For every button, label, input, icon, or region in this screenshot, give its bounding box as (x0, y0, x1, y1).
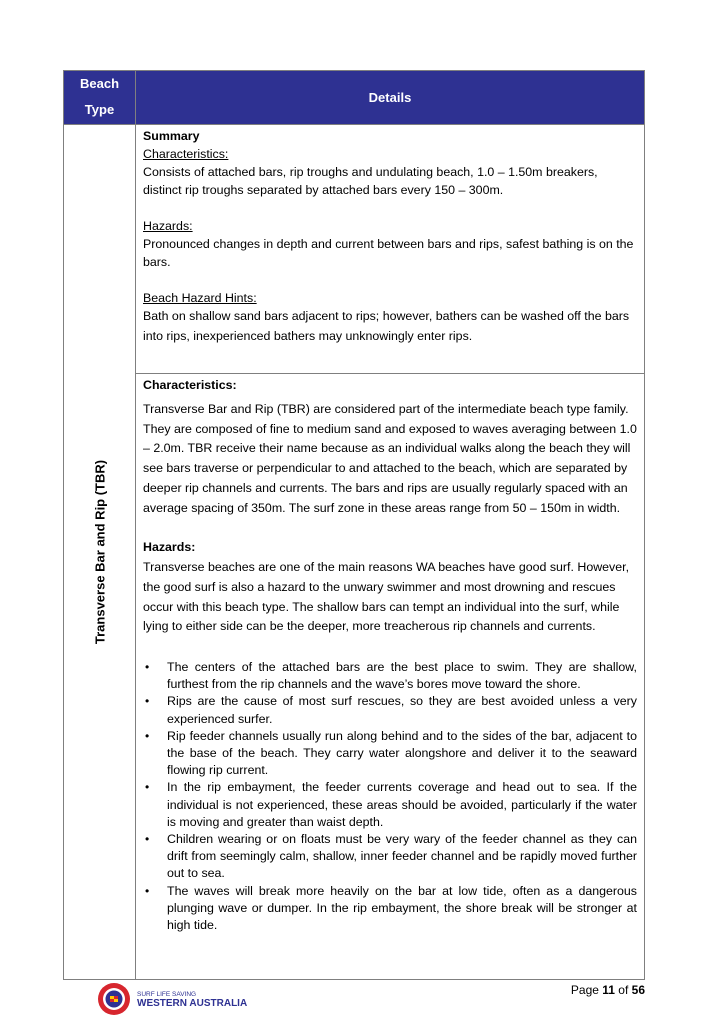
summary-characteristics-heading: Characteristics: (143, 147, 229, 161)
beach-type-label: Transverse Bar and Rip (TBR) (92, 459, 107, 645)
beach-type-cell (64, 125, 136, 980)
detail-row (64, 374, 645, 980)
summary-hints-text: Bath on shallow sand bars adjacent to rips; however, bathers can be washed off the bars into rips, inexperienced bathers may unknowingly enter rips. (143, 309, 630, 343)
summary-title: Summary (143, 129, 200, 143)
list-item: • Rips are the cause of most surf rescues, so they are best avoided unless a very experienced surfer. (145, 694, 637, 726)
list-item: • Children wearing or on floats must be very wary of the feeder channel as they can drift from seemingly calm, shallow, inner feeder channel and be rapidly moved further out to sea. (145, 832, 637, 881)
list-item: • In the rip embayment, the feeder currents coverage and head out to sea. If the individual is not experienced, these areas should be avoided, particularly if the water is moving and greater than waist depth. (145, 780, 637, 829)
detail-cell (136, 374, 645, 980)
list-item: • Rip feeder channels usually run along behind and to the sides of the bar, adjacent to the base of the beach. They carry water alongshore and deliver it to the seaward flowing rip current. (145, 728, 637, 778)
list-item: • The waves will break more heavily on the bar at low tide, often as a dangerous plunging wave or dumper. In the rip embayment, the shore break will be stronger at high tide. (145, 883, 637, 933)
page-number: Page 11 of 56 (570, 983, 645, 997)
summary-cell (136, 125, 645, 374)
summary-characteristics-text: Consists of attached bars, rip troughs and undulating beach, 1.0 – 1.50m breakers, distinct rip troughs separated by attached bars every 150 – 300m. (143, 165, 598, 197)
logo-graphic (97, 982, 247, 1016)
summary-row (64, 125, 645, 374)
header-details: Details (136, 71, 645, 125)
detail-hazards-heading: Hazards: (143, 540, 196, 555)
summary-hints-heading: Beach Hazard Hints: (143, 291, 257, 305)
hazard-bullet-list (143, 659, 637, 934)
header-type-line2: Type (84, 102, 115, 117)
detail-characteristics-text: Transverse Bar and Rip (TBR) are considered part of the intermediate beach type family. They are composed of fine to medium sand and exposed to waves averaging between 1.0 – 2.0m. TBR receive their name because as an individual walks along the beach they will see bars traverse or perpendicular to and attached to the beach, which are separated by deeper rip channels and currents. The bars and rips are usually regularly spaced with an average spacing of 350m. The surf zone in these areas range from 50 – 150m in width. (143, 402, 637, 515)
list-item: • The centers of the attached bars are the best place to swim. They are shallow, furthest from the rip channels and the wave’s bores move toward the shore. (145, 660, 637, 692)
summary-hazards-text: Pronounced changes in depth and current between bars and rips, safest bathing is on the bars. (143, 237, 634, 269)
header-beach-type (64, 71, 136, 125)
header-type-line1: Beach (79, 76, 120, 91)
surf-life-saving-logo (97, 982, 247, 1021)
detail-characteristics-heading: Characteristics: (143, 378, 237, 392)
logo-small-text: SURF LIFE SAVING (137, 991, 197, 998)
logo-big-text: WESTERN AUSTRALIA (137, 998, 247, 1009)
beach-type-table (63, 70, 645, 980)
table-header-row (64, 71, 645, 125)
summary-hazards-heading: Hazards: (143, 219, 193, 233)
detail-hazards-text: Transverse beaches are one of the main reasons WA beaches have good surf. However, the good surf is also a hazard to the unwary swimmer and most drowning and rescues occur with this beach type. The shallow bars can tempt an individual into the surf, while lying to either side can be the deeper, more treacherous rip channels and currents. (143, 560, 630, 634)
